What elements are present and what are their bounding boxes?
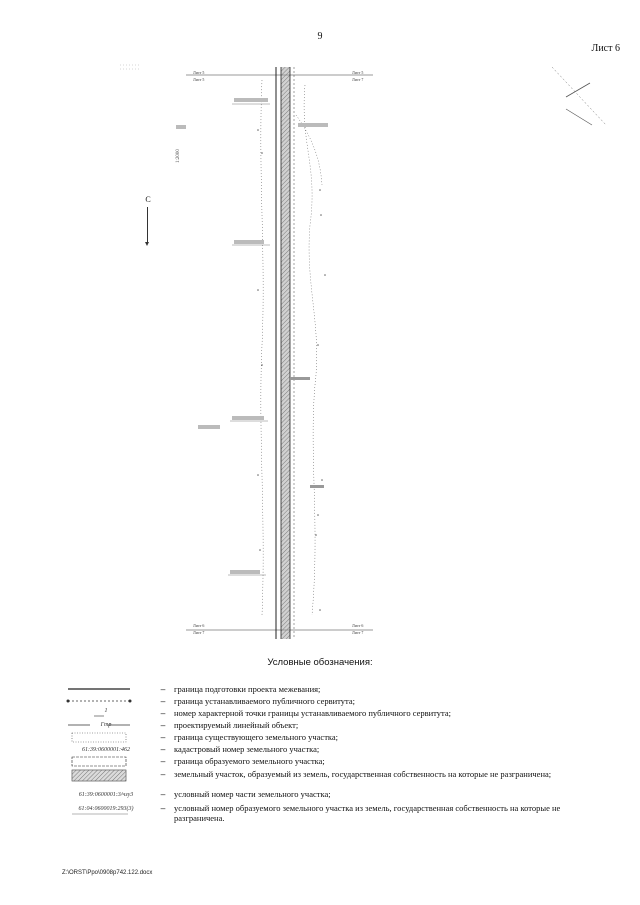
part-number-icon [60, 789, 152, 801]
legend-text: условный номер части земельного участка; [174, 789, 331, 799]
legend-text: номер характерной точки границы устанавливаемого публичного сервитута; [174, 708, 451, 718]
legend-text: проектируемый линейный объект; [174, 720, 299, 730]
legend-item [60, 708, 600, 720]
north-arrow-icon [147, 207, 148, 243]
formed-boundary-icon [60, 756, 152, 768]
formed-number-icon [60, 803, 152, 825]
hatched-area-icon [60, 769, 152, 789]
scale-note: 1:2000 [176, 149, 181, 163]
page-number: 9 [317, 31, 323, 42]
footer-file-path: Z:\ORST\Ppo\0908p742.122.docx [62, 870, 153, 876]
legend-title: Условные обозначения: [267, 657, 373, 668]
servitude-left [261, 80, 263, 615]
sheet-label: Лист 6 [591, 43, 620, 54]
legend-symbol-label: 61:39:0600001:462 [82, 747, 130, 753]
legend-text: земельный участок, образуемый из земель, государственная собственность на которые не разграничена; [174, 769, 552, 779]
solid-line-icon [60, 684, 152, 696]
legend-symbol-label: 61:04:0600019:293(3) [78, 806, 134, 812]
legend-symbol-label: 61:39:0600001:3/чзу3 [78, 792, 134, 798]
legend-text: граница подготовки проекта межевания; [174, 684, 321, 694]
legend-text: условный номер образуемого земельного участка из земель, государственная собственность на которые не разграничена. [174, 803, 561, 823]
sheet-ref-top-right-2: Лист 7 [352, 77, 364, 82]
sheet-ref-bottom-right-1: Лист 6 [352, 623, 364, 628]
sheet-ref-top-left-1: Лист 5 [193, 70, 205, 75]
legend-text: граница существующего земельного участка; [174, 732, 339, 742]
legend-item [60, 744, 600, 756]
legend [60, 684, 600, 825]
legend-dash: – [160, 720, 166, 730]
legend-dash: – [160, 684, 166, 694]
legend-dash: – [160, 696, 166, 706]
sheet-ref-bottom-left-1: Лист 6 [193, 623, 205, 628]
point-number-icon [60, 708, 152, 720]
legend-dash: – [160, 744, 166, 754]
map-drawing [0, 55, 640, 645]
road-fragment [552, 67, 606, 125]
existing-boundary-icon [60, 732, 152, 744]
legend-dash: – [160, 769, 166, 779]
legend-item [60, 720, 600, 732]
legend-symbol-label: Гтр [100, 722, 112, 728]
legend-item [60, 684, 600, 696]
legend-item [60, 732, 600, 744]
legend-dash: – [160, 708, 166, 718]
legend-dash: – [160, 789, 166, 799]
legend-dash: – [160, 732, 166, 742]
servitude-right [304, 85, 317, 615]
legend-text: кадастровый номер земельного участка; [174, 744, 320, 754]
legend-dash: – [160, 803, 166, 813]
pipeline-icon [60, 720, 152, 732]
legend-item [60, 769, 600, 789]
cadastral-icon [60, 744, 152, 756]
legend-text: граница устанавливаемого публичного сервитута; [174, 696, 355, 706]
map-area [0, 55, 640, 645]
sheet-ref-bottom-right-2: Лист 7 [352, 630, 364, 635]
legend-symbol-label: 1 [104, 708, 108, 714]
legend-text: граница образуемого земельного участка; [174, 756, 325, 766]
north-label: С [145, 195, 151, 204]
legend-dash: – [160, 756, 166, 766]
legend-item [60, 756, 600, 768]
legend-item [60, 789, 600, 801]
legend-item [60, 803, 600, 825]
sheet-ref-bottom-left-2: Лист 7 [193, 630, 205, 635]
sheet-ref-top-left-2: Лист 5 [193, 77, 205, 82]
sheet-ref-top-right-1: Лист 5 [352, 70, 364, 75]
